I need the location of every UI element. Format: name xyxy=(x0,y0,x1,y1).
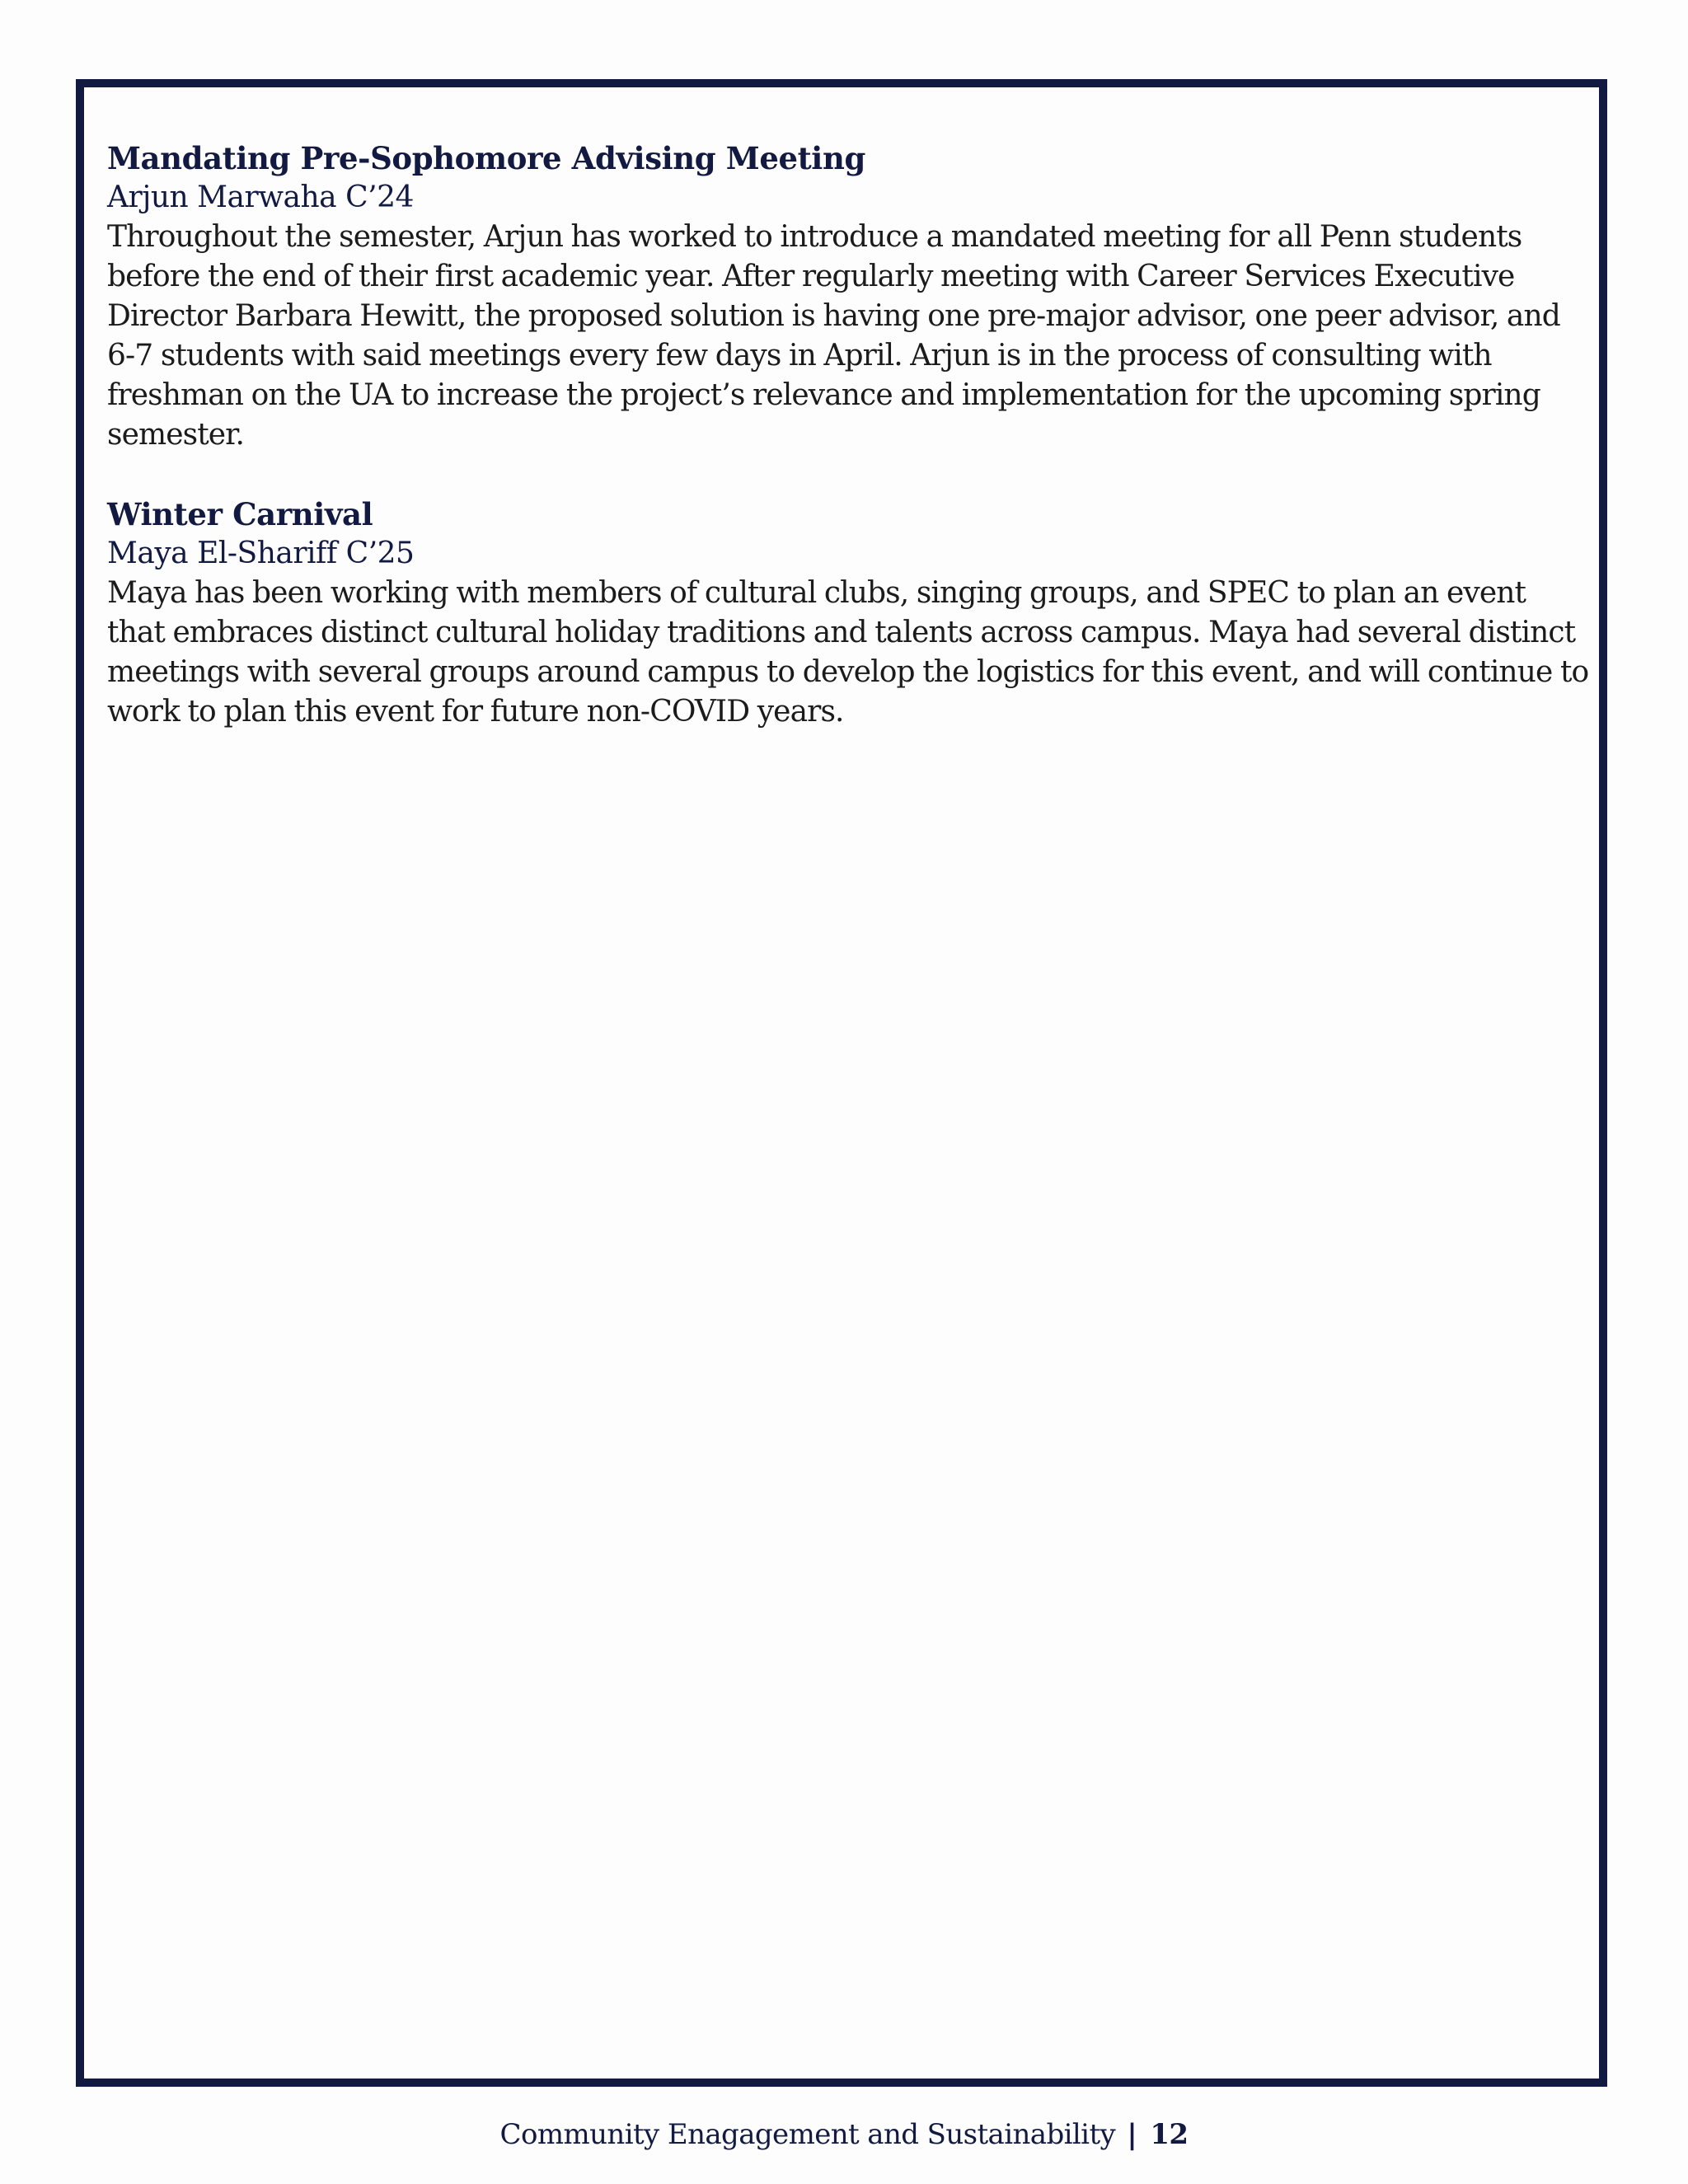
section-advising-meeting xyxy=(107,138,1591,455)
page-footer xyxy=(0,2115,1688,2154)
section-title: Mandating Pre-Sophomore Advising Meeting xyxy=(107,140,865,176)
footer-separator: | xyxy=(1127,2118,1137,2151)
footer-text: Community Enagagement and Sustainability xyxy=(499,2118,1116,2151)
page-frame xyxy=(76,79,1607,2087)
section-body: Throughout the semester, Arjun has worked to introduce a mandated meeting for all Penn students before the end of their first academic year. After regularly meeting with Career Services Executive Director Barbara Hewitt, the proposed solution is having one pre-major advisor, one peer advisor, and 6-7 students with said meetings every few days in April. Arjun is in the process of consulting with freshman on the UA to increase the project’s relevance and implementation for the upcoming spring semester. xyxy=(107,220,1560,452)
section-body: Maya has been working with members of cultural clubs, singing groups, and SPEC to plan an event that embraces distinct cultural holiday traditions and talents across campus. Maya had several distinct meetings with several groups around campus to develop the logistics for this event, and will continue to work to plan this event for future non-COVID years. xyxy=(107,576,1589,729)
section-title: Winter Carnival xyxy=(107,496,373,532)
page-number: 12 xyxy=(1150,2118,1189,2151)
section-winter-carnival xyxy=(107,494,1591,732)
section-author: Arjun Marwaha C’24 xyxy=(107,180,414,214)
page-content xyxy=(107,138,1591,771)
section-author: Maya El-Shariff C’25 xyxy=(107,537,415,570)
